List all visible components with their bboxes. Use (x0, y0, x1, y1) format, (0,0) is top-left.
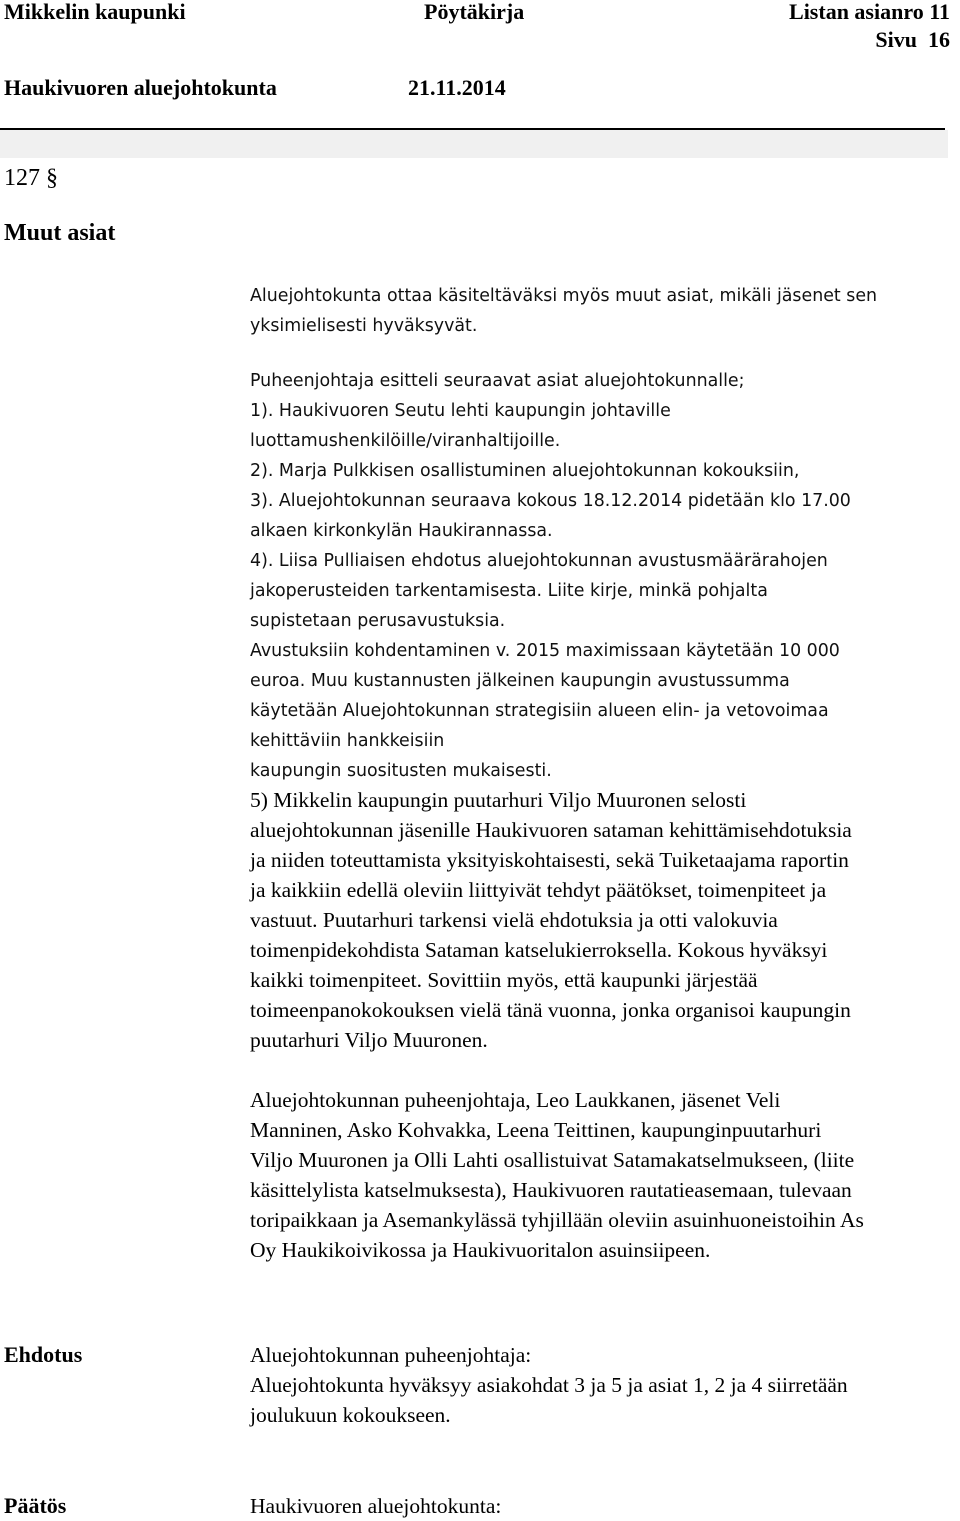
item-line: 2). Marja Pulkkisen osallistuminen aluejohtokunnan kokouksiin, (250, 461, 800, 481)
item5-line: ja kaikkiin edellä oleviin liittyivät tehdyt päätökset, toimenpiteet ja (250, 878, 827, 902)
item-5-paragraph (250, 785, 852, 1055)
item-line: jakoperusteiden tarkentamisesta. Liite kirje, minkä pohjalta (250, 581, 768, 601)
item-line: luottamushenkilöille/viranhaltijoille. (250, 431, 561, 451)
attendees-line: Aluejohtokunnan puheenjohtaja, Leo Laukkanen, jäsenet Veli (250, 1088, 781, 1112)
proposal-label: Ehdotus (4, 1342, 83, 1367)
item-line: käytetään Aluejohtokunnan strategisiin alueen elin- ja vetovoimaa (250, 701, 829, 721)
item-line: supistetaan perusavustuksia. (250, 611, 506, 631)
committee-name: Haukivuoren aluejohtokunta (4, 75, 277, 100)
item-line: kehittäviin hankkeisiin (250, 731, 445, 751)
intro-line: Aluejohtokunta ottaa käsiteltäväksi myös muut asiat, mikäli jäsenet sen (250, 286, 878, 306)
item5-line: kaikki toimenpiteet. Sovittiin myös, että kaupunki järjestää (250, 968, 758, 992)
item-line: Avustuksiin kohdentaminen v. 2015 maximissaan käytetään 10 000 (250, 641, 840, 661)
intro-paragraph (250, 281, 877, 341)
item-line: alkaen kirkonkylän Haukirannassa. (250, 521, 553, 541)
item5-line: puutarhuri Viljo Muuronen. (250, 1028, 488, 1052)
section-title: Muut asiat (4, 220, 116, 246)
item-line: euroa. Muu kustannusten jälkeinen kaupungin avustussumma (250, 671, 790, 691)
proposal-line: joulukuun kokoukseen. (250, 1403, 451, 1427)
agenda-items (250, 366, 851, 786)
attendees-line: Viljo Muuronen ja Olli Lahti osallistuivat Satamakatselmukseen, (liite (250, 1148, 855, 1172)
attendees-line: Manninen, Asko Kohvakka, Leena Teittinen, kaupunginpuutarhuri (250, 1118, 822, 1142)
meeting-date: 21.11.2014 (408, 75, 506, 100)
item-line: Puheenjohtaja esitteli seuraavat asiat aluejohtokunnalle; (250, 371, 745, 391)
proposal-line: Aluejohtokunta hyväksyy asiakohdat 3 ja 5 ja asiat 1, 2 ja 4 siirretään (250, 1373, 848, 1397)
section-heading (4, 164, 58, 192)
doc-type: Pöytäkirja (424, 0, 525, 24)
attendees-paragraph (250, 1085, 864, 1265)
attendees-line: Oy Haukikoivikossa ja Haukivuoritalon asuinsiipeen. (250, 1238, 711, 1262)
item5-line: vastuut. Puutarhuri tarkensi vielä ehdotuksia ja otti valokuvia (250, 908, 778, 932)
item-line: 1). Haukivuoren Seutu lehti kaupungin johtaville (250, 401, 671, 421)
org-name: Mikkelin kaupunki (4, 0, 186, 24)
decision-label: Päätös (4, 1493, 67, 1518)
section-symbol: § (46, 165, 58, 191)
item-line: 3). Aluejohtokunnan seuraava kokous 18.12.2014 pidetään klo 17.00 (250, 491, 851, 511)
intro-line: yksimielisesti hyväksyvät. (250, 316, 478, 336)
item5-line: toimeenpanokokouksen vielä tänä vuonna, jonka organisoi kaupungin (250, 998, 851, 1022)
item-line: kaupungin suositusten mukaisesti. (250, 761, 552, 781)
item5-line: toimenpidekohdista Sataman katselukierroksella. Kokous hyväksyi (250, 938, 828, 962)
item-line: 4). Liisa Pulliaisen ehdotus aluejohtokunnan avustusmäärärahojen (250, 551, 828, 571)
page-number: Sivu 16 (875, 27, 950, 52)
header-rule-shade (0, 130, 948, 158)
proposal-line: Aluejohtokunnan puheenjohtaja: (250, 1343, 532, 1367)
proposal-text (250, 1340, 848, 1430)
decision-text (250, 1491, 501, 1521)
list-number: Listan asianro 11 (789, 0, 950, 24)
header-rule (0, 128, 945, 130)
decision-line: Haukivuoren aluejohtokunta: (250, 1494, 502, 1518)
section-number: 127 (4, 165, 40, 191)
item5-line: ja niiden toteuttamista yksityiskohtaisesti, sekä Tuiketaajama raportin (250, 848, 849, 872)
attendees-line: käsittelylista katselmuksesta), Haukivuoren rautatieasemaan, tulevaan (250, 1178, 852, 1202)
item5-line: 5) Mikkelin kaupungin puutarhuri Viljo Muuronen selosti (250, 788, 747, 812)
item5-line: aluejohtokunnan jäsenille Haukivuoren sataman kehittämisehdotuksia (250, 818, 852, 842)
attendees-line: toripaikkaan ja Asemankylässä tyhjillään oleviin asuinhuoneistoihin As (250, 1208, 864, 1232)
